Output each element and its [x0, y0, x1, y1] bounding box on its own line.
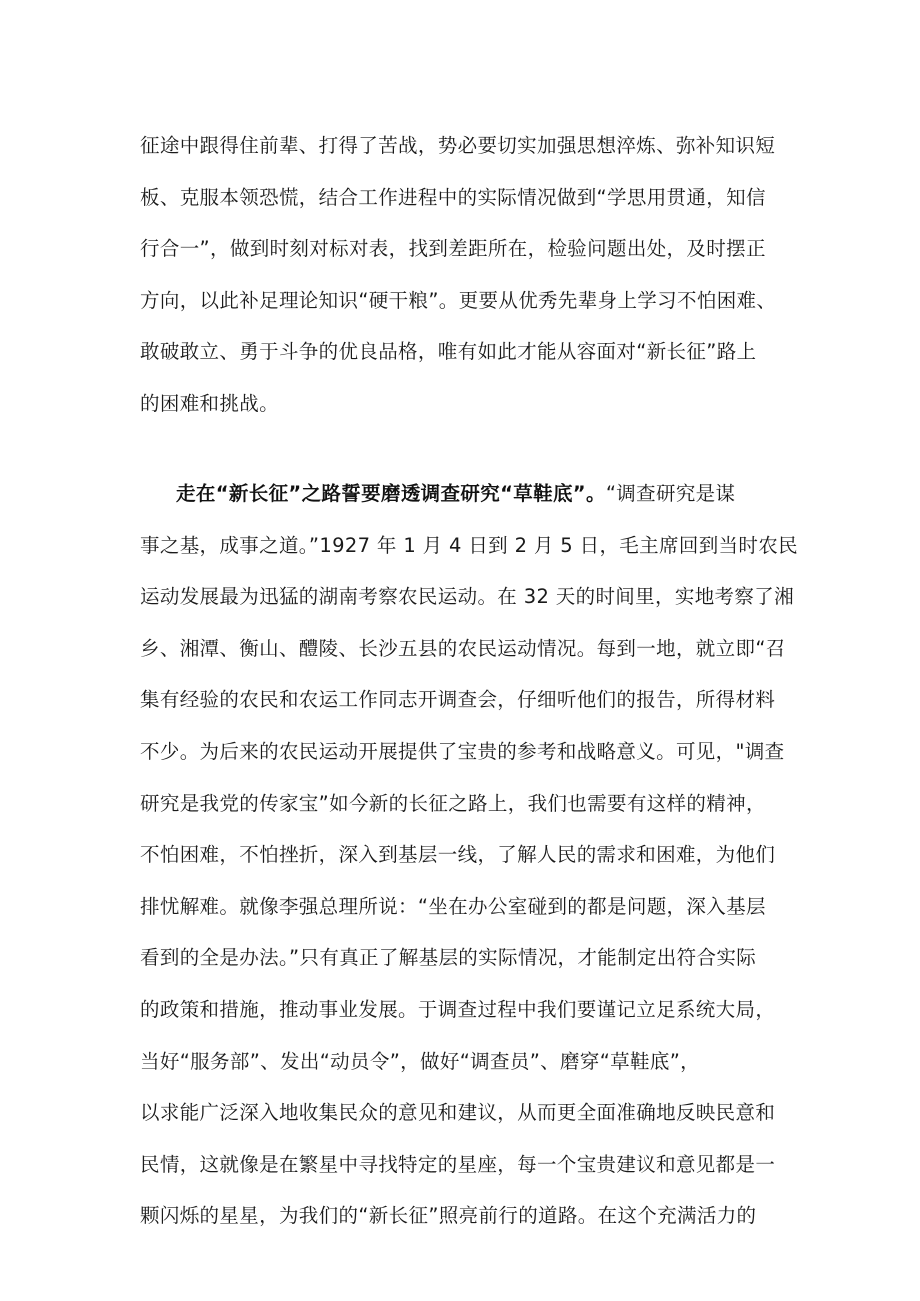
text-line: 民情，这就像是在繁星中寻找特定的星座，每一个宝贵建议和意见都是一 — [140, 1152, 776, 1176]
text-line: 事之基，成事之道。”1927 年 1 月 4 日到 2 月 5 日，毛主席回到当时农民 — [140, 533, 798, 557]
text-line: 以求能广泛深入地收集民众的意见和建议，从而更全面准确地反映民意和 — [140, 1101, 776, 1125]
text-line: 征途中跟得住前辈、打得了苦战，势必要切实加强思想淬炼、弥补知识短 — [140, 134, 776, 157]
text-line: 排忧解难。就像李强总理所说：“坐在办公室碰到的都是问题，深入基层 — [140, 894, 766, 918]
text-line: 不怕困难，不怕挫折，深入到基层一线，了解人民的需求和困难，为他们 — [140, 843, 776, 867]
text-line: 不少。为后来的农民运动开展提供了宝贵的参考和战略意义。可见，"调查 — [140, 739, 785, 763]
text-line: 运动发展最为迅猛的湖南考察农民运动。在 32 天的时间里，实地考察了湘 — [140, 585, 794, 609]
text-line: 颗闪烁的星星，为我们的“新长征”照亮前行的道路。在这个充满活力的 — [140, 1204, 757, 1228]
paragraph-continued — [140, 120, 790, 430]
text-line: 的政策和措施，推动事业发展。于调查过程中我们要谨记立足系统大局， — [140, 997, 776, 1021]
text-line-first — [140, 468, 790, 520]
text-line: 乡、湘潭、衡山、醴陵、长沙五县的农民运动情况。每到一地，就立即“召 — [140, 636, 786, 660]
text-line: 行合一”，做到时刻对标对表，找到差距所在，检验问题出处，及时摆正 — [140, 237, 766, 261]
paragraph-investigation — [140, 468, 798, 1242]
text-line: 集有经验的农民和农运工作同志开调查会，仔细听他们的报告，所得材料 — [140, 688, 776, 712]
text-run: “调查研究是谋 — [605, 482, 736, 505]
paragraph-heading: 走在“新长征”之路誓要磨透调查研究“草鞋底”。 — [176, 482, 606, 505]
text-line: 当好“服务部”、发出“动员令”，做好“调查员”、磨穿“草鞋底”， — [140, 1049, 701, 1073]
text-line: 研究是我党的传家宝”如今新的长征之路上，我们也需要有这样的精神， — [140, 791, 766, 815]
text-line: 敢破敢立、勇于斗争的优良品格，唯有如此才能从容面对“新长征”路上 — [140, 340, 757, 364]
text-line: 看到的全是办法。”只有真正了解基层的实际情况，才能制定出符合实际 — [140, 946, 757, 970]
text-line: 板、克服本领恐慌，结合工作进程中的实际情况做到“学思用贯通，知信 — [140, 185, 766, 209]
text-line: 的困难和挑战。 — [140, 391, 279, 415]
text-line: 方向，以此补足理论知识“硬干粮”。更要从优秀先辈身上学习不怕困难、 — [140, 288, 777, 312]
